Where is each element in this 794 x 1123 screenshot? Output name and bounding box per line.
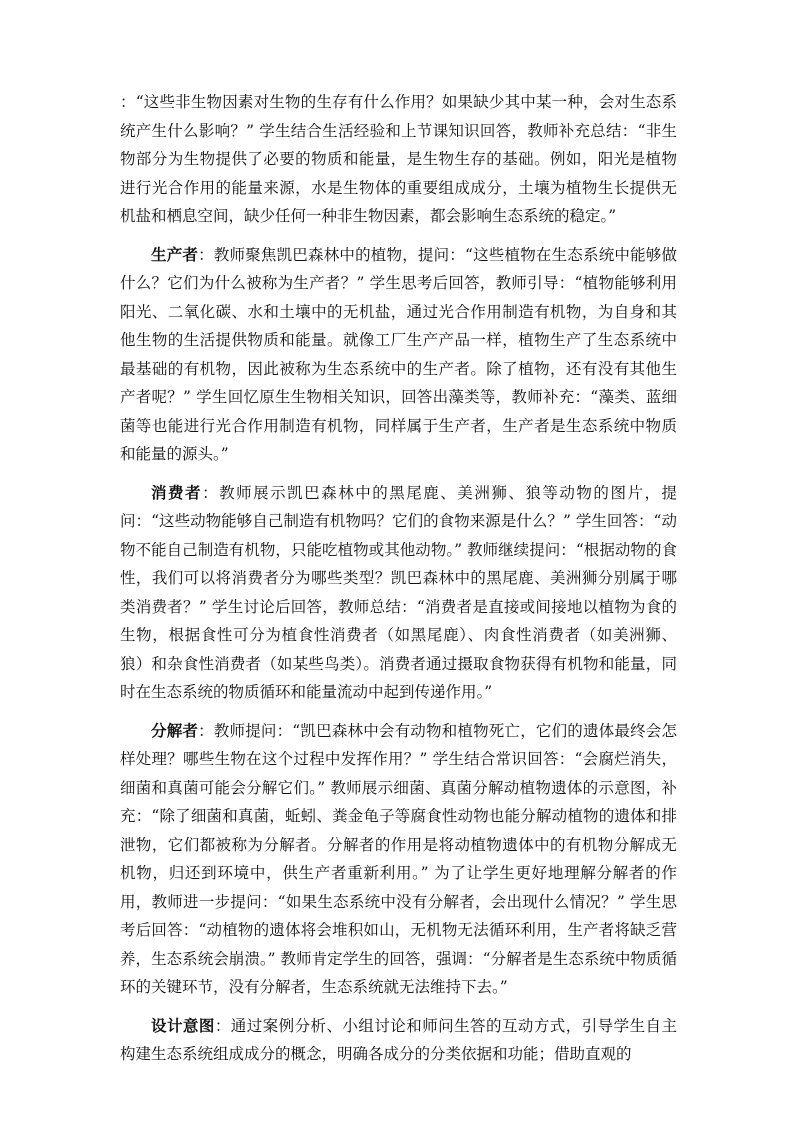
paragraph-lead: 消费者	[151, 482, 203, 502]
paragraph-nonliving-factors	[120, 88, 677, 231]
paragraph-decomposers	[120, 717, 677, 1002]
document-page	[120, 88, 677, 1079]
paragraph-design-intent	[120, 1012, 677, 1069]
paragraph-lead: 生产者	[151, 244, 199, 264]
paragraph-consumers	[120, 479, 677, 707]
paragraph-text: ：教师聚焦凯巴森林中的植物，提问：“这些植物在生态系统中能够做什么？它们为什么被称为生产者？” 学生思考后回答，教师引导：“植物能够利用阳光、二氧化碳、水和土壤中的无机盐，通过光合作用制造有机物，为自身和其他生物的生活提供物质和能量。就像工厂生产产品一样，植物生产了生态系统中最基础的有机物，因此被称为生态系统中的生产者。除了植物，还有没有其他生产者呢？” 学生回忆原生生物相关知识，回答出藻类等，教师补充：“藻类、蓝细菌等也能进行光合作用制造有机物，同样属于生产者，生产者是生态系统中物质和能量的源头。”	[120, 245, 677, 463]
paragraph-text: ：通过案例分析、小组讨论和师问生答的互动方式，引导学生自主构建生态系统组成成分的概念，明确各成分的分类依据和功能；借助直观的	[120, 1016, 677, 1063]
paragraph-text: ：教师提问：“凯巴森林中会有动物和植物死亡，它们的遗体最终会怎样处理？哪些生物在这个过程中发挥作用？” 学生结合常识回答：“会腐烂消失，细菌和真菌可能会分解它们。” 教师展示细菌、真菌分解动植物遗体的示意图，补充：“除了细菌和真菌，蚯蚓、粪金龟子等腐食性动物也能分解动植物的遗体和排泄物，它们都被称为分解者。分解者的作用是将动植物遗体中的有机物分解成无机物，归还到环境中，供生产者重新利用。” 为了让学生更好地理解分解者的作用，教师进一步提问：“如果生态系统中没有分解者，会出现什么情况？” 学生思考后回答：“动植物的遗体将会堆积如山，无机物无法循环利用，生产者将缺乏营养，生态系统会崩溃。” 教师肯定学生的回答，强调：“分解者是生态系统中物质循环的关键环节，没有分解者，生态系统就无法维持下去。”	[120, 721, 677, 996]
paragraph-lead: 分解者	[151, 720, 199, 740]
paragraph-text: ：“这些非生物因素对生物的生存有什么作用？如果缺少其中某一种，会对生态系统产生什么影响？” 学生结合生活经验和上节课知识回答，教师补充总结：“非生物部分为生物提供了必要的物质和能量，是生物生存的基础。例如，阳光是植物进行光合作用的能量来源，水是生物体的重要组成成分，土壤为植物生长提供无机盐和栖息空间，缺少任何一种非生物因素，都会影响生态系统的稳定。”	[120, 93, 677, 225]
paragraph-text: ：教师展示凯巴森林中的黑尾鹿、美洲狮、狼等动物的图片，提问：“这些动物能够自己制造有机物吗？它们的食物来源是什么？” 学生回答：“动物不能自己制造有机物，只能吃植物或其他动物。” 教师继续提问：“根据动物的食性，我们可以将消费者分为哪些类型？凯巴森林中的黑尾鹿、美洲狮分别属于哪类消费者？” 学生讨论后回答，教师总结：“消费者是直接或间接地以植物为食的生物，根据食性可分为植食性消费者（如黑尾鹿）、肉食性消费者（如美洲狮、狼）和杂食性消费者（如某些鸟类）。消费者通过摄取食物获得有机物和能量，同时在生态系统的物质循环和能量流动中起到传递作用。”	[120, 483, 677, 701]
paragraph-producers	[120, 241, 677, 469]
paragraph-lead: 设计意图	[151, 1015, 215, 1035]
